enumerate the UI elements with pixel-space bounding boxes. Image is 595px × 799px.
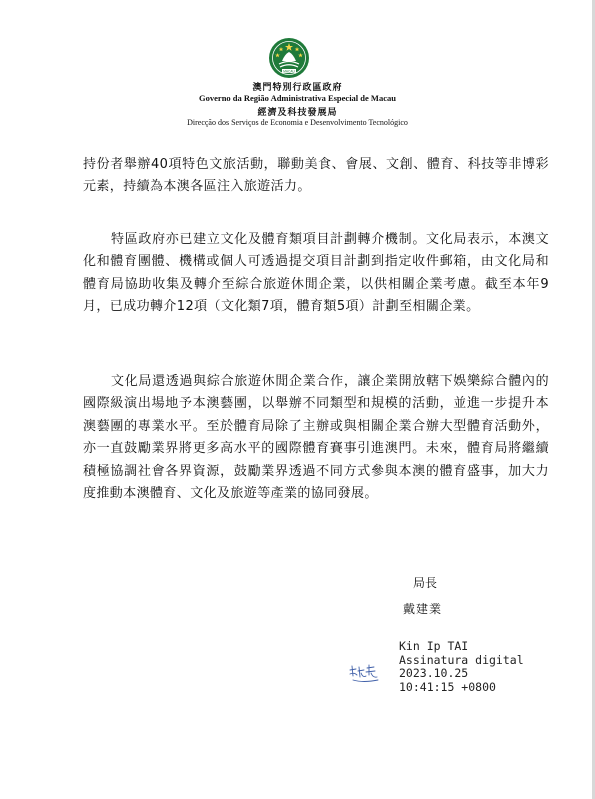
department-name-chinese: 經濟及科技發展局 [257,107,338,117]
signatory-name: 戴建業 [403,602,443,616]
digital-signature-signer: Kin Ip TAI [399,639,469,653]
body-paragraph: 文化局還透過與綜合旅遊休閒企業合作，讓企業開放轄下娛樂綜合體內的國際級演出場地予本澳藝團，以舉辦不同類型和規模的活動，並進一步提升本澳藝團的專業水平。至於體育局除了主辦或與相關企業合辦大型體育活動外，亦一直鼓勵業界將更多高水平的國際體育賽事引進澳門。未來，體育局將繼續積極協調社會各界資源，鼓勵業界透過不同方式參與本澳的體育盛事，加大力度推動本澳體育、文化及旅遊等產業的協同發展。 [83,374,549,502]
handwritten-signature-icon [347,660,383,686]
digital-signature-time: 10:41:15 +0800 [399,679,496,694]
body-paragraph: 持份者舉辦40項特色文旅活動，聯動美食、會展、文創、體育、科技等非博彩元素，持續為本澳各區注入旅遊活力。 [83,157,549,195]
department-name-portuguese: Direcção dos Serviços de Economia e Desenvolvimento Tecnológico [187,118,408,127]
digital-signature-label: Assinatura digital [399,652,524,667]
macau-emblem-icon [268,37,310,79]
signatory-title: 局長 [413,576,438,590]
digital-signature-date: 2023.10.25 [399,666,469,680]
emblem-label: MACAU [283,69,295,74]
government-name-chinese: 澳門特別行政區政府 [252,82,343,92]
digital-signature [399,640,524,694]
government-name-portuguese: Governo da Região Administrativa Especial de Macau [199,93,396,103]
body-paragraph: 特區政府亦已建立文化及體育類項目計劃轉介機制。文化局表示，本澳文化和體育團體、機構或個人可透過提交項目計劃到指定收件郵箱，由文化局和體育局協助收集及轉介至綜合旅遊休閒企業，以供相關企業考慮。截至本年9月，已成功轉介12項（文化類7項，體育類5項）計劃至相關企業。 [83,232,549,315]
